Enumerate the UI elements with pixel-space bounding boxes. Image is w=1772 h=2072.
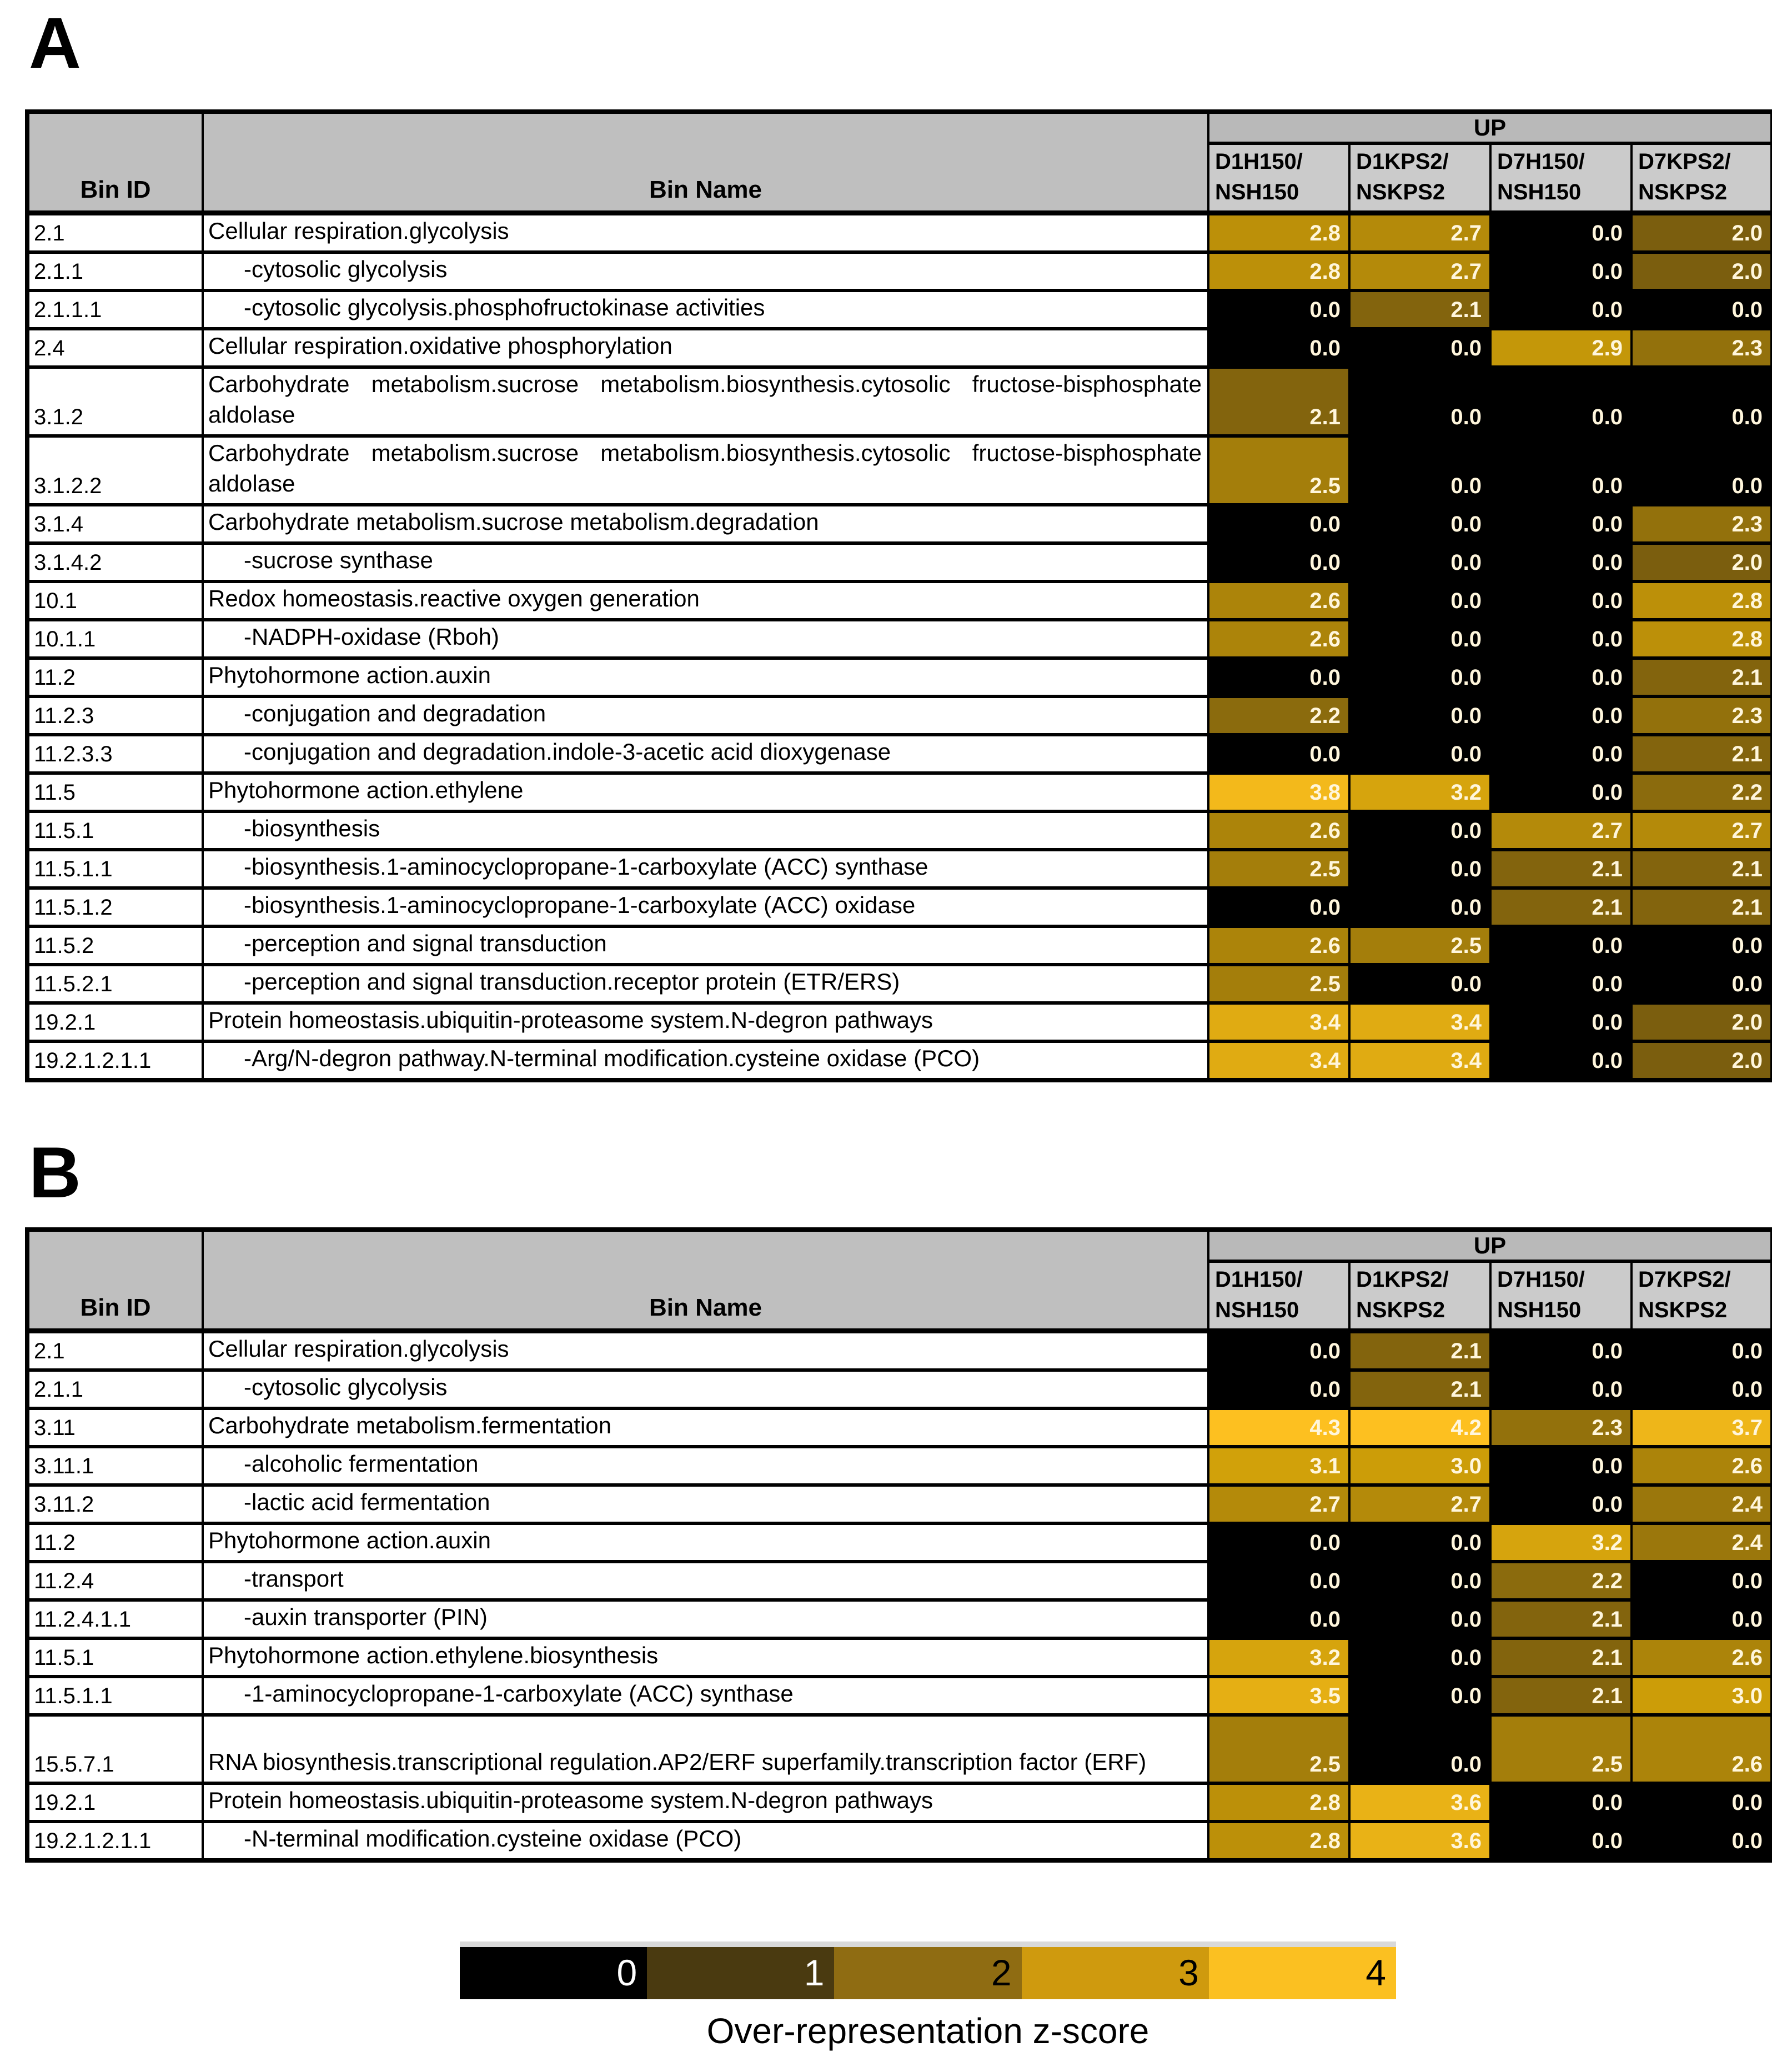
bin-name-cell: Phytohormone action.ethylene.biosynthesis (203, 1638, 1208, 1677)
z-score-cell: 0.0 (1632, 1600, 1772, 1638)
z-score-cell: 0.0 (1490, 620, 1632, 658)
z-score-cell: 0.0 (1490, 1485, 1632, 1523)
z-score-cell: 4.2 (1349, 1408, 1490, 1447)
bin-id-cell: 19.2.1.2.1.1 (27, 1822, 203, 1860)
z-score-cell: 2.5 (1349, 926, 1490, 965)
z-score-cell: 2.1 (1632, 888, 1772, 926)
table-a-body (27, 213, 1772, 1080)
z-score-cell: 3.6 (1349, 1822, 1490, 1860)
z-score-cell: 0.0 (1208, 658, 1349, 696)
table-row (27, 436, 1772, 505)
z-score-cell: 0.0 (1490, 773, 1632, 811)
z-score-cell: 0.0 (1490, 735, 1632, 773)
z-score-cell: 3.4 (1208, 1003, 1349, 1041)
z-score-cell: 0.0 (1632, 926, 1772, 965)
z-score-cell: 0.0 (1349, 581, 1490, 620)
z-score-cell: 2.7 (1349, 213, 1490, 252)
z-score-cell: 0.0 (1349, 1638, 1490, 1677)
contrast-name-top: D1KPS2/ (1356, 149, 1449, 174)
bin-name-cell: -biosynthesis (203, 811, 1208, 850)
table-row (27, 1408, 1772, 1447)
z-score-cell: 0.0 (1490, 1447, 1632, 1485)
z-score-cell: 0.0 (1632, 1783, 1772, 1822)
bin-id-cell: 19.2.1 (27, 1003, 203, 1041)
table-row (27, 1370, 1772, 1408)
z-score-cell: 0.0 (1490, 436, 1632, 505)
bin-name-cell: -cytosolic glycolysis (203, 252, 1208, 290)
up-group-header: UP (1208, 112, 1772, 143)
table-row (27, 620, 1772, 658)
z-score-cell: 2.5 (1208, 1715, 1349, 1783)
bin-id-cell: 3.1.4 (27, 505, 203, 543)
bin-id-cell: 2.1 (27, 1331, 203, 1370)
bin-name-cell: -Arg/N-degron pathway.N-terminal modification.cysteine oxidase (PCO) (203, 1041, 1208, 1080)
bin-id-cell: 2.1.1 (27, 252, 203, 290)
bin-name-cell: -1-aminocyclopropane-1-carboxylate (ACC) synthase (203, 1677, 1208, 1715)
bin-id-cell: 11.2 (27, 658, 203, 696)
z-score-cell: 2.5 (1208, 436, 1349, 505)
z-score-cell: 0.0 (1490, 1003, 1632, 1041)
z-score-cell: 2.7 (1208, 1485, 1349, 1523)
contrast-name-bottom: NSKPS2 (1638, 179, 1728, 204)
bin-id-cell: 11.5 (27, 773, 203, 811)
contrast-name-bottom: NSH150 (1215, 179, 1299, 204)
z-score-cell: 3.6 (1349, 1783, 1490, 1822)
z-score-cell: 2.3 (1490, 1408, 1632, 1447)
table-row (27, 658, 1772, 696)
contrast-name-top: D7H150/ (1497, 149, 1585, 174)
bin-id-cell: 11.5.1.2 (27, 888, 203, 926)
z-score-cell: 0.0 (1490, 696, 1632, 735)
z-score-cell: 2.8 (1632, 581, 1772, 620)
bin-id-cell: 11.2.4.1.1 (27, 1600, 203, 1638)
z-score-cell: 0.0 (1208, 505, 1349, 543)
z-score-cell: 2.4 (1632, 1485, 1772, 1523)
z-score-cell: 0.0 (1632, 1562, 1772, 1600)
z-score-cell: 2.8 (1208, 1822, 1349, 1860)
z-score-cell: 2.1 (1208, 367, 1349, 436)
z-score-cell: 2.8 (1208, 252, 1349, 290)
z-score-cell: 2.0 (1632, 213, 1772, 252)
z-score-cell: 0.0 (1490, 213, 1632, 252)
bin-name-cell: Carbohydrate metabolism.sucrose metabolism.degradation (203, 505, 1208, 543)
z-score-cell: 0.0 (1349, 1523, 1490, 1562)
colorbar-segment: 2 (834, 1947, 1021, 1999)
z-score-cell: 2.1 (1349, 1331, 1490, 1370)
bin-id-cell: 3.11.2 (27, 1485, 203, 1523)
z-score-cell: 0.0 (1490, 965, 1632, 1003)
z-score-cell: 0.0 (1349, 850, 1490, 888)
contrast-column-header (1208, 143, 1349, 213)
z-score-cell: 2.1 (1490, 850, 1632, 888)
z-score-cell: 2.1 (1349, 290, 1490, 329)
z-score-cell: 0.0 (1632, 1822, 1772, 1860)
z-score-cell: 2.5 (1490, 1715, 1632, 1783)
table-row (27, 252, 1772, 290)
bin-name-cell: Carbohydrate metabolism.fermentation (203, 1408, 1208, 1447)
z-score-cell: 0.0 (1490, 290, 1632, 329)
z-score-cell: 3.2 (1208, 1638, 1349, 1677)
bin-name-cell: Protein homeostasis.ubiquitin-proteasome system.N-degron pathways (203, 1783, 1208, 1822)
z-score-cell: 0.0 (1490, 1331, 1632, 1370)
bin-id-cell: 19.2.1.2.1.1 (27, 1041, 203, 1080)
bin-id-column-header: Bin ID (27, 1230, 203, 1331)
table-b-header (27, 1230, 1772, 1331)
z-score-cell: 0.0 (1632, 436, 1772, 505)
bin-id-cell: 11.2.4 (27, 1562, 203, 1600)
z-score-cell: 0.0 (1349, 505, 1490, 543)
bin-id-cell: 11.5.1.1 (27, 1677, 203, 1715)
heatmap-table-a (25, 109, 1772, 1082)
z-score-cell: 0.0 (1208, 1600, 1349, 1638)
z-score-cell: 0.0 (1632, 290, 1772, 329)
z-score-cell: 0.0 (1208, 290, 1349, 329)
z-score-cell: 3.0 (1632, 1677, 1772, 1715)
z-score-cell: 0.0 (1632, 965, 1772, 1003)
z-score-cell: 2.6 (1208, 811, 1349, 850)
table-row (27, 696, 1772, 735)
bin-id-cell: 15.5.7.1 (27, 1715, 203, 1783)
contrast-name-top: D7KPS2/ (1638, 149, 1731, 174)
bin-id-cell: 11.2.3 (27, 696, 203, 735)
z-score-cell: 0.0 (1349, 543, 1490, 581)
z-score-cell: 0.0 (1632, 367, 1772, 436)
z-score-cell: 2.8 (1208, 1783, 1349, 1822)
bin-name-cell: -sucrose synthase (203, 543, 1208, 581)
contrast-name-bottom: NSKPS2 (1356, 1297, 1445, 1322)
bin-name-cell: -N-terminal modification.cysteine oxidase (PCO) (203, 1822, 1208, 1860)
bin-name-cell: Redox homeostasis.reactive oxygen generation (203, 581, 1208, 620)
z-score-cell: 0.0 (1632, 1370, 1772, 1408)
table-row (27, 290, 1772, 329)
bin-id-cell: 10.1.1 (27, 620, 203, 658)
z-score-cell: 3.1 (1208, 1447, 1349, 1485)
contrast-column-header (1632, 143, 1772, 213)
z-score-cell: 0.0 (1490, 658, 1632, 696)
z-score-cell: 2.7 (1490, 811, 1632, 850)
z-score-cell: 2.6 (1632, 1638, 1772, 1677)
bin-id-cell: 3.11 (27, 1408, 203, 1447)
table-row (27, 367, 1772, 436)
z-score-cell: 0.0 (1349, 1600, 1490, 1638)
bin-name-cell: Phytohormone action.ethylene (203, 773, 1208, 811)
bin-name-cell: -NADPH-oxidase (Rboh) (203, 620, 1208, 658)
z-score-cell: 3.4 (1349, 1041, 1490, 1080)
contrast-name-bottom: NSH150 (1497, 179, 1582, 204)
contrast-name-bottom: NSH150 (1215, 1297, 1299, 1322)
table-row (27, 1638, 1772, 1677)
z-score-cell: 2.2 (1208, 696, 1349, 735)
contrast-name-top: D1H150/ (1215, 149, 1303, 174)
contrast-name-top: D1H150/ (1215, 1267, 1303, 1292)
z-score-cell: 3.4 (1349, 1003, 1490, 1041)
contrast-column-header (1208, 1261, 1349, 1331)
z-score-cell: 0.0 (1349, 436, 1490, 505)
colorbar-segment: 1 (647, 1947, 834, 1999)
z-score-cell: 4.3 (1208, 1408, 1349, 1447)
z-score-cell: 0.0 (1208, 735, 1349, 773)
z-score-cell: 3.0 (1349, 1447, 1490, 1485)
contrast-column-header (1490, 1261, 1632, 1331)
bin-name-column-header: Bin Name (203, 112, 1208, 213)
contrast-name-bottom: NSH150 (1497, 1297, 1582, 1322)
table-row (27, 1003, 1772, 1041)
table-row (27, 581, 1772, 620)
contrast-name-top: D7KPS2/ (1638, 1267, 1731, 1292)
z-score-cell: 2.6 (1208, 926, 1349, 965)
z-score-cell: 0.0 (1208, 888, 1349, 926)
z-score-cell: 2.1 (1632, 850, 1772, 888)
bin-id-cell: 2.1.1 (27, 1370, 203, 1408)
contrast-name-bottom: NSKPS2 (1638, 1297, 1728, 1322)
bin-id-cell: 11.2 (27, 1523, 203, 1562)
z-score-cell: 0.0 (1349, 658, 1490, 696)
table-row (27, 926, 1772, 965)
bin-id-cell: 2.1.1.1 (27, 290, 203, 329)
z-score-cell: 0.0 (1208, 1331, 1349, 1370)
z-score-cell: 3.8 (1208, 773, 1349, 811)
bin-name-cell: Cellular respiration.glycolysis (203, 1331, 1208, 1370)
up-group-header: UP (1208, 1230, 1772, 1261)
z-score-cell: 0.0 (1208, 1370, 1349, 1408)
bin-id-cell: 3.1.4.2 (27, 543, 203, 581)
bin-name-cell: -biosynthesis.1-aminocyclopropane-1-carboxylate (ACC) oxidase (203, 888, 1208, 926)
colorbar-title: Over-representation z-score (706, 2011, 1149, 2051)
bin-name-column-header: Bin Name (203, 1230, 1208, 1331)
table-row (27, 811, 1772, 850)
bin-name-cell: -lactic acid fermentation (203, 1485, 1208, 1523)
z-score-cell: 0.0 (1349, 696, 1490, 735)
bin-id-cell: 11.5.1 (27, 1638, 203, 1677)
z-score-cell: 0.0 (1208, 329, 1349, 367)
z-score-cell: 2.0 (1632, 1003, 1772, 1041)
table-row (27, 1331, 1772, 1370)
table-row (27, 1600, 1772, 1638)
bin-id-column-header: Bin ID (27, 112, 203, 213)
table-b-body (27, 1331, 1772, 1860)
colorbar-segment: 3 (1022, 1947, 1209, 1999)
bin-id-cell: 11.5.1.1 (27, 850, 203, 888)
table-row (27, 543, 1772, 581)
contrast-column-header (1632, 1261, 1772, 1331)
table-row (27, 773, 1772, 811)
z-score-cell: 2.3 (1632, 696, 1772, 735)
table-row (27, 1783, 1772, 1822)
bin-id-cell: 19.2.1 (27, 1783, 203, 1822)
z-score-cell: 2.3 (1632, 505, 1772, 543)
bin-name-cell: -cytosolic glycolysis.phosphofructokinase activities (203, 290, 1208, 329)
colorbar-segment: 0 (460, 1947, 647, 1999)
z-score-cell: 0.0 (1490, 1041, 1632, 1080)
bin-id-cell: 2.4 (27, 329, 203, 367)
z-score-cell: 2.8 (1632, 620, 1772, 658)
table-row (27, 735, 1772, 773)
bin-name-cell: Carbohydrate metabolism.sucrose metabolism.biosynthesis.cytosolic fructose-bisphosphate aldolase (203, 367, 1208, 436)
z-score-cell: 0.0 (1490, 543, 1632, 581)
z-score-cell: 2.3 (1632, 329, 1772, 367)
bin-id-cell: 10.1 (27, 581, 203, 620)
z-score-cell: 3.2 (1490, 1523, 1632, 1562)
table-row (27, 1715, 1772, 1783)
bin-name-cell: Carbohydrate metabolism.sucrose metabolism.biosynthesis.cytosolic fructose-bisphosphate aldolase (203, 436, 1208, 505)
z-score-cell: 2.2 (1490, 1562, 1632, 1600)
z-score-cell: 2.7 (1349, 1485, 1490, 1523)
z-score-cell: 0.0 (1490, 367, 1632, 436)
z-score-cell: 2.0 (1632, 543, 1772, 581)
bin-name-cell: RNA biosynthesis.transcriptional regulation.AP2/ERF superfamily.transcription factor (ERF) (203, 1715, 1208, 1783)
z-score-cell: 2.7 (1349, 252, 1490, 290)
z-score-cell: 2.5 (1208, 850, 1349, 888)
bin-id-cell: 2.1 (27, 213, 203, 252)
z-score-cell: 0.0 (1349, 329, 1490, 367)
z-score-cell: 0.0 (1349, 367, 1490, 436)
z-score-cell: 2.1 (1490, 1600, 1632, 1638)
z-score-cell: 3.5 (1208, 1677, 1349, 1715)
contrast-name-top: D1KPS2/ (1356, 1267, 1449, 1292)
z-score-cell: 0.0 (1349, 620, 1490, 658)
panel-a-label: A (29, 2, 81, 83)
z-score-cell: 0.0 (1208, 1523, 1349, 1562)
bin-name-cell: -conjugation and degradation (203, 696, 1208, 735)
z-score-cell: 0.0 (1208, 1562, 1349, 1600)
table-row (27, 1562, 1772, 1600)
contrast-name-bottom: NSKPS2 (1356, 179, 1445, 204)
contrast-column-header (1349, 1261, 1490, 1331)
z-score-cell: 0.0 (1208, 543, 1349, 581)
contrast-name-top: D7H150/ (1497, 1267, 1585, 1292)
bin-name-cell: Protein homeostasis.ubiquitin-proteasome system.N-degron pathways (203, 1003, 1208, 1041)
table-row (27, 1447, 1772, 1485)
bin-id-cell: 11.5.2 (27, 926, 203, 965)
z-score-cell: 2.1 (1490, 1638, 1632, 1677)
bin-id-cell: 3.1.2 (27, 367, 203, 436)
bin-name-cell: Phytohormone action.auxin (203, 658, 1208, 696)
table-row (27, 1523, 1772, 1562)
panel-b-label: B (29, 1132, 81, 1213)
bin-name-cell: -alcoholic fermentation (203, 1447, 1208, 1485)
z-score-cell: 0.0 (1349, 811, 1490, 850)
table-row (27, 965, 1772, 1003)
bin-id-cell: 11.2.3.3 (27, 735, 203, 773)
table-row (27, 1041, 1772, 1080)
z-score-cell: 3.4 (1208, 1041, 1349, 1080)
bin-name-cell: Phytohormone action.auxin (203, 1523, 1208, 1562)
bin-name-cell: -biosynthesis.1-aminocyclopropane-1-carboxylate (ACC) synthase (203, 850, 1208, 888)
bin-id-cell: 11.5.1 (27, 811, 203, 850)
z-score-cell: 2.8 (1208, 213, 1349, 252)
colorbar (460, 1941, 1396, 1999)
z-score-cell: 0.0 (1349, 1562, 1490, 1600)
z-score-cell: 2.0 (1632, 1041, 1772, 1080)
z-score-cell: 2.2 (1632, 773, 1772, 811)
table-row (27, 888, 1772, 926)
colorbar-legend (460, 1941, 1396, 2051)
z-score-cell: 3.7 (1632, 1408, 1772, 1447)
bin-name-cell: -auxin transporter (PIN) (203, 1600, 1208, 1638)
z-score-cell: 2.7 (1632, 811, 1772, 850)
z-score-cell: 0.0 (1349, 888, 1490, 926)
z-score-cell: 0.0 (1490, 926, 1632, 965)
z-score-cell: 0.0 (1632, 1331, 1772, 1370)
bin-name-cell: -cytosolic glycolysis (203, 1370, 1208, 1408)
colorbar-segment: 4 (1209, 1947, 1396, 1999)
bin-name-cell: -perception and signal transduction (203, 926, 1208, 965)
table-row (27, 329, 1772, 367)
bin-name-cell: -conjugation and degradation.indole-3-acetic acid dioxygenase (203, 735, 1208, 773)
contrast-column-header (1349, 143, 1490, 213)
table-row (27, 213, 1772, 252)
z-score-cell: 3.2 (1349, 773, 1490, 811)
bin-name-cell: Cellular respiration.glycolysis (203, 213, 1208, 252)
z-score-cell: 2.1 (1490, 888, 1632, 926)
z-score-cell: 2.5 (1208, 965, 1349, 1003)
z-score-cell: 2.0 (1632, 252, 1772, 290)
bin-id-cell: 3.1.2.2 (27, 436, 203, 505)
z-score-cell: 0.0 (1490, 252, 1632, 290)
z-score-cell: 0.0 (1349, 1677, 1490, 1715)
bin-id-cell: 11.5.2.1 (27, 965, 203, 1003)
z-score-cell: 2.1 (1490, 1677, 1632, 1715)
z-score-cell: 2.1 (1632, 735, 1772, 773)
z-score-cell: 0.0 (1349, 965, 1490, 1003)
z-score-cell: 2.1 (1349, 1370, 1490, 1408)
z-score-cell: 2.1 (1632, 658, 1772, 696)
z-score-cell: 2.6 (1632, 1447, 1772, 1485)
z-score-cell: 2.6 (1208, 620, 1349, 658)
heatmap-table-b (25, 1227, 1772, 1863)
table-row (27, 505, 1772, 543)
table-row (27, 1485, 1772, 1523)
bin-id-cell: 3.11.1 (27, 1447, 203, 1485)
bin-name-cell: Cellular respiration.oxidative phosphorylation (203, 329, 1208, 367)
z-score-cell: 2.6 (1632, 1715, 1772, 1783)
z-score-cell: 0.0 (1490, 1783, 1632, 1822)
table-row (27, 1822, 1772, 1860)
z-score-cell: 0.0 (1490, 1370, 1632, 1408)
z-score-cell: 0.0 (1349, 1715, 1490, 1783)
bin-name-cell: -perception and signal transduction.receptor protein (ETR/ERS) (203, 965, 1208, 1003)
z-score-cell: 0.0 (1490, 1822, 1632, 1860)
z-score-cell: 0.0 (1490, 581, 1632, 620)
z-score-cell: 2.4 (1632, 1523, 1772, 1562)
table-row (27, 850, 1772, 888)
z-score-cell: 2.6 (1208, 581, 1349, 620)
table-a-header (27, 112, 1772, 213)
z-score-cell: 0.0 (1349, 735, 1490, 773)
z-score-cell: 0.0 (1490, 505, 1632, 543)
table-row (27, 1677, 1772, 1715)
contrast-column-header (1490, 143, 1632, 213)
bin-name-cell: -transport (203, 1562, 1208, 1600)
z-score-cell: 2.9 (1490, 329, 1632, 367)
